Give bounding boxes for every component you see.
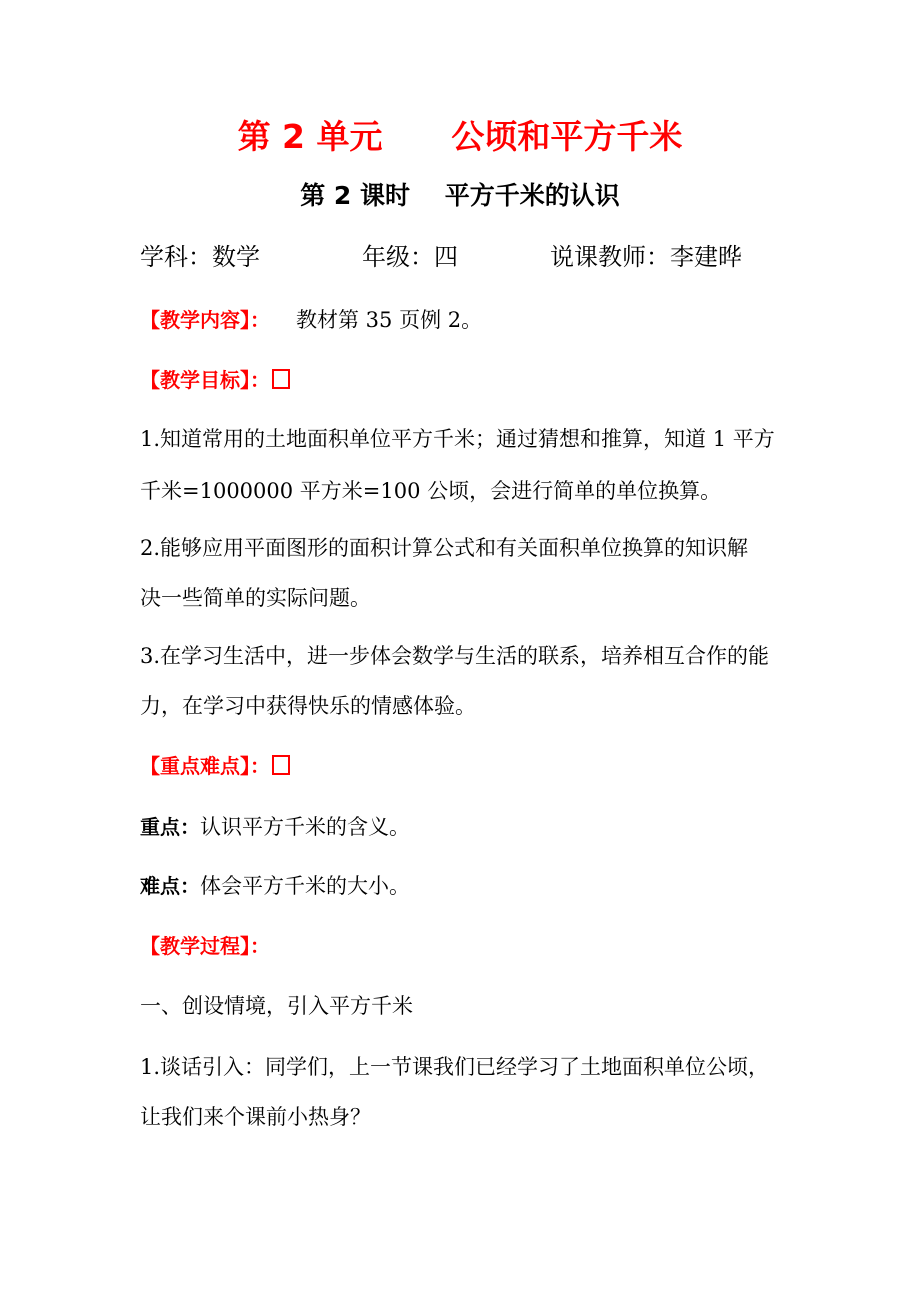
goal-line: 力，在学习中获得快乐的情感体验。 [140, 694, 476, 718]
process-line: 让我们来个课前小热身？ [140, 1105, 371, 1129]
checkbox-square-icon [272, 369, 290, 389]
focus-text: 认识平方千米的含义。 [200, 815, 410, 839]
focus-line [140, 811, 800, 843]
grade-field: 年级：四 [362, 243, 458, 271]
goals-heading: 【教学目标】： [140, 368, 270, 392]
goals-heading-line [140, 364, 800, 396]
process-heading: 【教学过程】： [140, 934, 270, 958]
goal-line: 千米=1000000 平方米=100 公顷，会进行简单的单位换算。 [140, 479, 722, 503]
difficulty-label: 难点： [140, 874, 200, 898]
meta-row [140, 238, 840, 276]
process-line: 1.谈话引入：同学们，上一节课我们已经学习了土地面积单位公顷， [140, 1055, 770, 1079]
checkbox-square-icon [272, 755, 290, 775]
goal-line: 2.能够应用平面图形的面积计算公式和有关面积单位换算的知识解 [140, 536, 749, 560]
process-section: 一、创设情境，引入平方千米 [140, 994, 413, 1018]
content-text: 教材第 35 页例 2。 [296, 308, 483, 332]
goal-line: 1.知道常用的土地面积单位平方千米；通过猜想和推算，知道 1 平方 [140, 427, 775, 451]
content-line [140, 304, 800, 336]
focus-label: 重点： [140, 815, 200, 839]
unit-title: 第 2 单元 公顷和平方千米 [237, 117, 683, 156]
difficulty-line [140, 870, 800, 902]
process-heading-line [140, 930, 800, 962]
key-points-heading-line [140, 750, 800, 782]
teacher-field: 说课教师：李建晔 [550, 243, 742, 271]
goal-line: 决一些简单的实际问题。 [140, 586, 371, 610]
subject-field: 学科：数学 [140, 243, 260, 271]
lesson-title: 第 2 课时 平方千米的认识 [300, 181, 620, 210]
goal-line: 3.在学习生活中，进一步体会数学与生活的联系，培养相互合作的能 [140, 644, 770, 668]
key-points-heading: 【重点难点】： [140, 754, 270, 778]
content-heading: 【教学内容】： [140, 308, 270, 332]
difficulty-text: 体会平方千米的大小。 [200, 874, 410, 898]
